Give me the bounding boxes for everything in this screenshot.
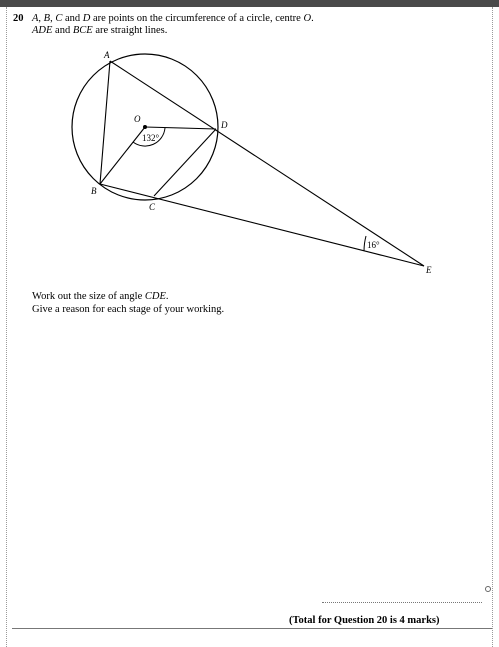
- point-a-ref: A: [32, 13, 39, 24]
- degree-symbol: [485, 586, 491, 592]
- task-line2: Give a reason for each stage of your working.: [32, 304, 225, 315]
- line-od: [145, 127, 216, 129]
- circle-diagram: [0, 0, 499, 300]
- line-ab: [100, 61, 110, 184]
- point-b-ref: B: [43, 13, 51, 24]
- question-text-line1: A, B, C and D are points on the circumference of a circle, centre O.: [32, 13, 314, 24]
- line-ade: [110, 61, 424, 266]
- centre-point: [143, 125, 147, 129]
- total-marks: (Total for Question 20 is 4 marks): [289, 615, 440, 626]
- label-a: A: [104, 50, 110, 60]
- centre-ref: O: [303, 13, 312, 24]
- label-e: E: [426, 265, 432, 275]
- label-b: B: [91, 186, 97, 196]
- segment-bce-ref: BCE: [72, 25, 93, 36]
- angle-o-label: 132°: [142, 133, 160, 143]
- line-bo: [100, 127, 145, 184]
- answer-line[interactable]: [322, 602, 482, 603]
- point-d-ref: D: [82, 13, 91, 24]
- question-number: 20: [13, 13, 24, 24]
- angle-arc-e: [364, 236, 366, 251]
- label-d: D: [221, 120, 228, 130]
- task-line1: Work out the size of angle CDE.: [32, 291, 169, 302]
- point-c-ref: C: [55, 13, 63, 24]
- segment-ade-ref: ADE: [32, 25, 53, 36]
- line-bce: [100, 184, 424, 266]
- bottom-rule: [12, 628, 492, 629]
- angle-cde-ref: CDE: [144, 291, 166, 302]
- label-c: C: [149, 202, 156, 212]
- line-dc: [154, 129, 216, 196]
- angle-e-label: 16°: [367, 240, 380, 250]
- question-text-line2: ADE and BCE are straight lines.: [32, 25, 168, 36]
- label-o: O: [134, 114, 141, 124]
